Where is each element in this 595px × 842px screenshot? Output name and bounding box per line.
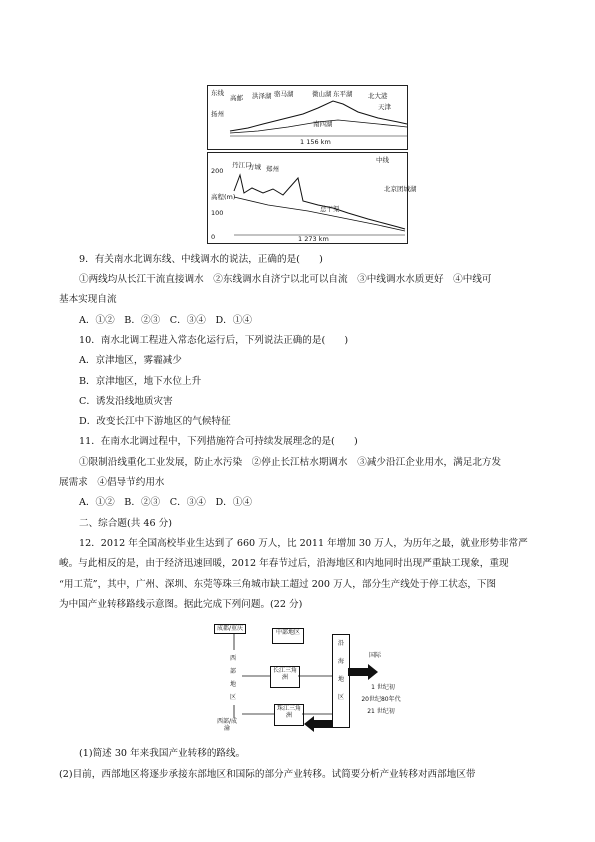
- flow-right-text2: 21 世纪初: [358, 708, 404, 716]
- q12-sub2: (2)目前，西部地区将逐步承接东部地区和国际的部分产业转移。试简要分析产业转移对西部地区带: [59, 769, 476, 780]
- middle-label-2: 方城: [248, 163, 261, 171]
- q11-stem: 11．在南水北调过程中，下列措施符合可持续发展理念的是( ): [79, 436, 358, 447]
- middle-note: 总干渠: [320, 205, 340, 213]
- q12-line4: 为中国产业转移路线示意图。据此完成下列问题。(22 分): [59, 599, 303, 610]
- east-route-title: 东线: [211, 89, 224, 97]
- east-label-4: 微山湖: [312, 90, 332, 98]
- flow-box-mid2: 珠江三角洲: [274, 704, 304, 726]
- east-note: 南四湖: [313, 120, 333, 128]
- flow-arrow-right: [348, 664, 378, 680]
- q10-option-c: C．诱发沿线地质灾害: [79, 396, 173, 407]
- east-label-3: 骆马湖: [274, 90, 294, 98]
- flow-west-char-2: 部: [230, 668, 237, 675]
- q11-items-line2: 展需求 ④倡导节约用水: [59, 477, 165, 488]
- middle-label-1: 丹江口: [232, 161, 252, 169]
- middle-right-label: 北京团城湖: [384, 185, 417, 193]
- flow-box-top-mid: 中部地区: [272, 628, 304, 644]
- flow-east-char-4: 区: [337, 694, 344, 701]
- flow-arrow-label: 国际: [360, 652, 390, 660]
- flow-west-char-1: 西: [230, 655, 237, 662]
- flow-arrows-svg: [210, 620, 410, 735]
- middle-route-profile: [207, 152, 417, 244]
- flow-box-top-left: 成都/重庆: [214, 624, 246, 634]
- q10-stem: 10．南水北调工程进入常态化运行后，下列说法正确的是( ): [79, 335, 349, 346]
- flow-box-mid1: 长江三角洲: [270, 666, 300, 688]
- q12-line3: “用工荒”，其中，广州、深圳、东莞等珠三角城市缺工超过 200 万人，部分生产线处于停工状态，下图: [59, 579, 497, 590]
- middle-ytick-200: 200: [211, 167, 224, 175]
- middle-ylabel: 高程(m): [211, 193, 236, 201]
- east-distance: 1 156 km: [300, 138, 331, 146]
- east-label-5: 东平湖: [333, 90, 353, 98]
- q10-option-d: D．改变长江中下游地区的气候特征: [79, 416, 231, 427]
- east-label-7: 天津: [378, 103, 391, 111]
- east-label-6: 北大港: [368, 92, 388, 100]
- flow-east-char-2: 海: [337, 658, 344, 665]
- q9-stem: 9．有关南水北调东线、中线调水的说法，正确的是( ): [79, 254, 323, 265]
- middle-route-profile-svg: [208, 153, 417, 243]
- flow-right-text-top: 1 世纪初: [360, 684, 406, 692]
- east-label-1: 高邮: [230, 94, 243, 102]
- q10-option-a: A．京津地区，雾霾减少: [79, 355, 182, 366]
- q12-line2: 峻。与此相反的是，由于经济迅速回暖，2012 年春节过后，沿海地区和内地同时出现严重缺工现象，重现: [59, 558, 509, 569]
- q9-items-line1: ①两线均从长江干流直接调水 ②东线调水自济宁以北可以自流 ③中线调水水质更好 ④中线可: [79, 274, 492, 285]
- middle-label-3: 郑州: [266, 165, 279, 173]
- q12-line1: 12．2012 年全国高校毕业生达到了 660 万人，比 2011 年增加 30 万人，为历年之最，就业形势非常严: [79, 538, 528, 549]
- flow-box-bottom-left: 西部/成渝: [214, 718, 240, 726]
- middle-canal-line: [234, 197, 405, 231]
- middle-route-title: 中线: [376, 156, 389, 164]
- middle-ytick-100: 100: [211, 209, 224, 217]
- middle-distance: 1 273 km: [298, 235, 329, 243]
- flow-east-char-1: 沿: [337, 640, 344, 647]
- flow-west-char-4: 区: [230, 694, 237, 701]
- east-label-2: 洪泽湖: [252, 92, 272, 100]
- east-route-profile-svg: [208, 86, 407, 149]
- q9-items-line2: 基本实现自流: [59, 294, 117, 305]
- east-left-label: 扬州: [211, 110, 224, 118]
- middle-ytick-0: 0: [211, 233, 216, 241]
- section-2-heading: 二、综合题(共 46 分): [79, 518, 172, 529]
- q11-items-line1: ①限制沿线重化工业发展，防止水污染 ②停止长江枯水期调水 ③减少沿江企业用水，满足北方发: [79, 457, 502, 468]
- q9-options: A．①② B．②③ C．③④ D．①④: [79, 315, 252, 326]
- industry-transfer-diagram: [210, 620, 410, 735]
- east-route-profile: [207, 85, 408, 150]
- q11-options: A．①② B．②③ C．③④ D．①④: [79, 497, 252, 508]
- middle-terrain-line: [234, 175, 405, 229]
- q12-sub1: (1)简述 30 年来我国产业转移的路线。: [79, 748, 246, 759]
- q10-option-b: B．京津地区，地下水位上升: [79, 376, 202, 387]
- flow-arrow-left: [304, 716, 332, 732]
- flow-east-char-3: 地: [337, 676, 344, 683]
- flow-right-text1: 20世纪80年代: [356, 696, 406, 704]
- flow-west-char-3: 地: [230, 681, 237, 688]
